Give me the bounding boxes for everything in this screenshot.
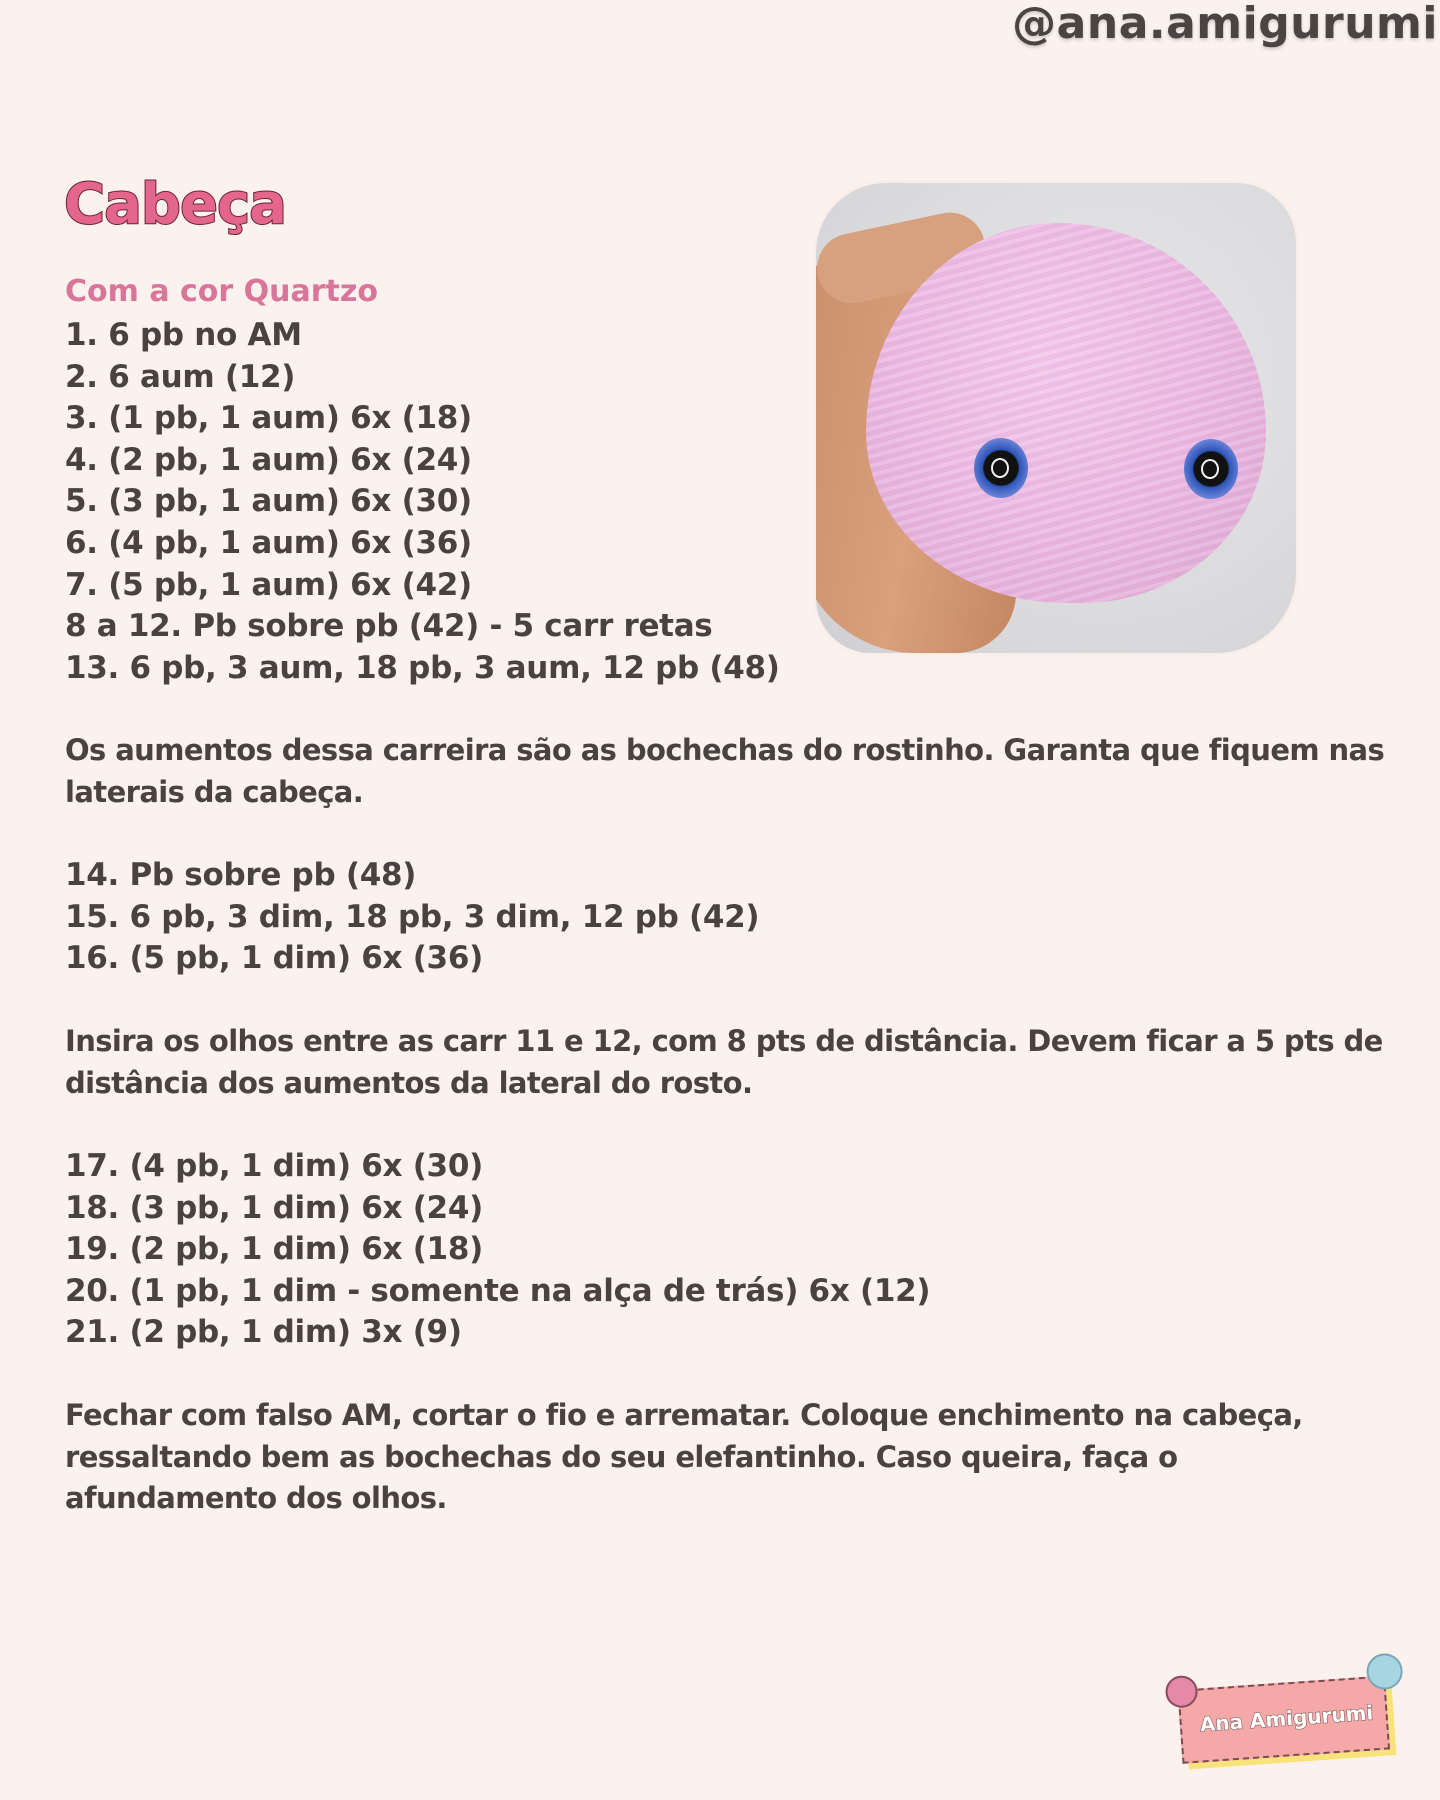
round-item: 18. (3 pb, 1 dim) 6x (24) [65,1189,483,1226]
round-item: 7. (5 pb, 1 aum) 6x (42) [65,566,472,603]
round-item: 6. (4 pb, 1 aum) 6x (36) [65,524,472,561]
round-item: 1. 6 pb no AM [65,317,302,353]
section-title: Cabeça [64,172,286,237]
round-item: 3. (1 pb, 1 aum) 6x (18) [65,400,472,437]
round-item: 15. 6 pb, 3 dim, 18 pb, 3 dim, 12 pb (42) [65,898,760,935]
round-item: 4. (2 pb, 1 aum) 6x (24) [65,441,472,478]
instruction-note-cheeks: Os aumentos dessa carreira são as bochechas do rostinho. Garanta que fiquem nas laterais da cabeça. [65,733,1385,809]
color-subtitle: Com a cor Quartzo [65,274,378,309]
round-item: 19. (2 pb, 1 dim) 6x (18) [65,1231,483,1268]
badge-pink-layer [1177,1675,1390,1763]
rounds-list-3 [65,1146,930,1354]
round-item: 16. (5 pb, 1 dim) 6x (36) [65,940,483,977]
crochet-head-shape [866,223,1266,603]
safety-eye-left [974,438,1028,498]
instagram-handle: @ana.amigurumi [1012,0,1438,49]
round-item: 8 a 12. Pb sobre pb (42) - 5 carr retas [65,608,713,645]
round-item: 13. 6 pb, 3 aum, 18 pb, 3 aum, 12 pb (48) [65,649,780,686]
round-item: 20. (1 pb, 1 dim - somente na alça de trás) 6x (12) [65,1272,931,1309]
brand-badge [1178,1682,1418,1772]
round-item: 5. (3 pb, 1 aum) 6x (30) [65,483,472,520]
badge-label: Ana Amigurumi [1199,1700,1374,1737]
amigurumi-head-photo [816,183,1296,653]
rounds-list-1 [65,315,780,689]
round-item: 2. 6 aum (12) [65,358,296,395]
round-item: 14. Pb sobre pb (48) [65,857,417,893]
badge-background [1175,1674,1410,1772]
round-item: 21. (2 pb, 1 dim) 3x (9) [65,1314,462,1351]
instruction-note-eyes: Insira os olhos entre as carr 11 e 12, com 8 pts de distância. Devem ficar a 5 pts de distância dos aumentos da lateral do rosto. [65,1024,1383,1100]
rounds-list-2 [65,855,759,980]
instruction-note-finish: Fechar com falso AM, cortar o fio e arrematar. Coloque enchimento na cabeça, ressaltando bem as bochechas do seu elefantinho. Caso queira, faça o afundamento dos olhos. [65,1398,1303,1515]
round-item: 17. (4 pb, 1 dim) 6x (30) [65,1148,483,1184]
safety-eye-right [1184,439,1238,499]
